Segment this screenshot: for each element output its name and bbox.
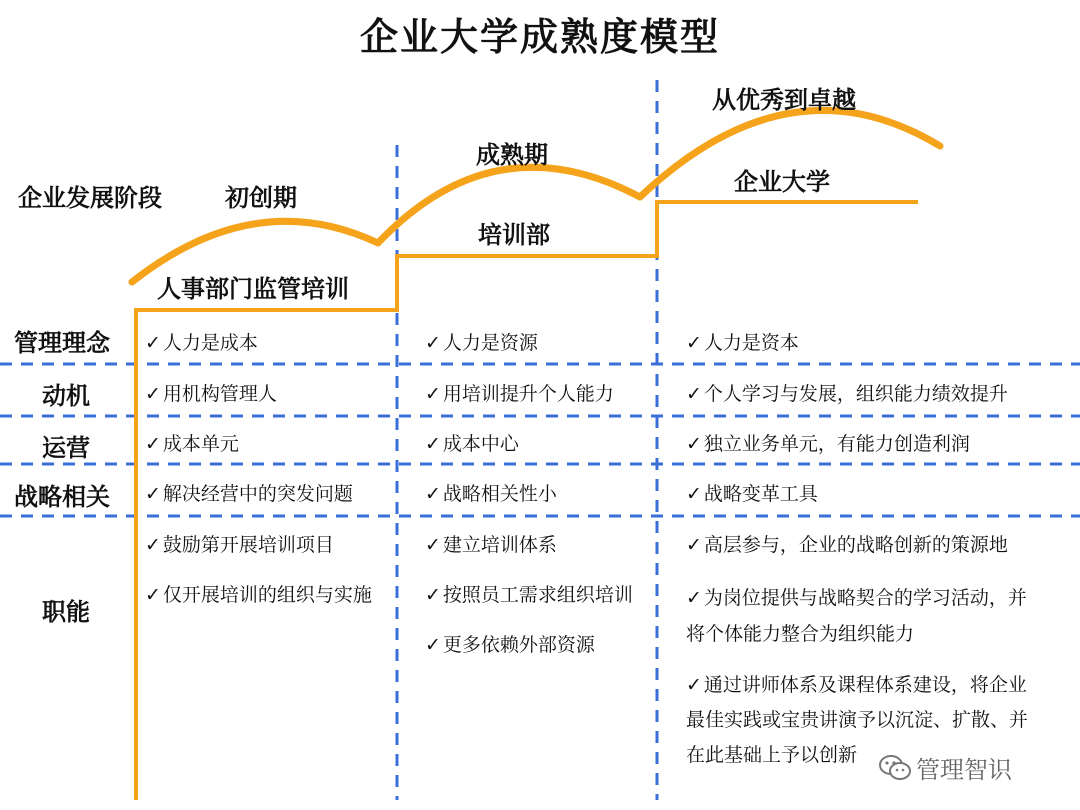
stage-period-3: 从优秀到卓越 (712, 86, 856, 114)
check-icon: ✓ (425, 433, 441, 455)
check-icon: ✓ (686, 433, 702, 455)
check-icon: ✓ (686, 674, 702, 696)
check-icon: ✓ (425, 634, 441, 656)
row-header-strategy: 战略相关 (14, 483, 110, 511)
row-header-operation: 运营 (42, 434, 90, 462)
cell-function-3-2: ✓ 为岗位提供与战略契合的学习活动，并 将个体能力整合为组织能力 (686, 587, 1027, 645)
cell-strategy-2: ✓ 战略相关性小 (425, 483, 557, 505)
check-icon: ✓ (686, 534, 702, 556)
cell-function-2-2: ✓ 按照员工需求组织培训 (425, 584, 633, 606)
check-icon: ✓ (425, 584, 441, 606)
cell-function-3-1: ✓ 高层参与，企业的战略创新的策源地 (686, 534, 1008, 556)
cell-operation-3: ✓ 独立业务单元，有能力创造利润 (686, 433, 970, 455)
check-icon: ✓ (425, 483, 441, 505)
cell-philosophy-2: ✓ 人力是资源 (425, 332, 538, 354)
stage-dept-2: 培训部 (478, 221, 550, 249)
cell-motivation-2: ✓ 用培训提升个人能力 (425, 383, 614, 405)
check-icon: ✓ (145, 332, 161, 354)
cell-function-1-1: ✓ 鼓励第开展培训项目 (145, 534, 334, 556)
cell-strategy-3: ✓ 战略变革工具 (686, 483, 818, 505)
stage-period-1: 初创期 (225, 184, 297, 212)
stage-period-2: 成熟期 (476, 141, 548, 169)
check-icon: ✓ (425, 332, 441, 354)
page-title: 企业大学成熟度模型 (359, 15, 720, 59)
check-icon: ✓ (425, 383, 441, 405)
check-icon: ✓ (145, 433, 161, 455)
check-icon: ✓ (425, 534, 441, 556)
check-icon: ✓ (686, 587, 702, 609)
check-icon: ✓ (145, 383, 161, 405)
cell-philosophy-1: ✓ 人力是成本 (145, 332, 258, 354)
row-header-motivation: 动机 (42, 382, 90, 410)
cell-function-1-2: ✓ 仅开展培训的组织与实施 (145, 584, 372, 606)
check-icon: ✓ (145, 483, 161, 505)
check-icon: ✓ (145, 534, 161, 556)
stage-header: 企业发展阶段 (18, 184, 162, 212)
cell-operation-1: ✓ 成本单元 (145, 433, 239, 455)
cell-strategy-1: ✓ 解决经营中的突发问题 (145, 483, 353, 505)
row-header-function: 职能 (42, 598, 90, 626)
check-icon: ✓ (686, 383, 702, 405)
cell-motivation-1: ✓ 用机构管理人 (145, 383, 277, 405)
cell-function-2-1: ✓ 建立培训体系 (425, 534, 557, 556)
wechat-icon (878, 754, 912, 782)
row-header-philosophy: 管理理念 (14, 329, 110, 357)
cell-function-2-3: ✓ 更多依赖外部资源 (425, 634, 595, 656)
stage-dept-3: 企业大学 (734, 168, 830, 196)
cell-operation-2: ✓ 成本中心 (425, 433, 519, 455)
cell-motivation-3: ✓ 个人学习与发展，组织能力绩效提升 (686, 383, 1008, 405)
check-icon: ✓ (145, 584, 161, 606)
watermark (878, 750, 1012, 785)
stage-dept-1: 人事部门监管培训 (157, 275, 349, 303)
check-icon: ✓ (686, 483, 702, 505)
cell-philosophy-3: ✓ 人力是资本 (686, 332, 799, 354)
watermark-text: 管理智识 (916, 756, 1012, 784)
cell-function-3-3: ✓ 通过讲师体系及课程体系建设，将企业 最佳实践或宝贵讲演予以沉淀、扩散、并 在此基础上予以创新 (686, 674, 1029, 766)
check-icon: ✓ (686, 332, 702, 354)
